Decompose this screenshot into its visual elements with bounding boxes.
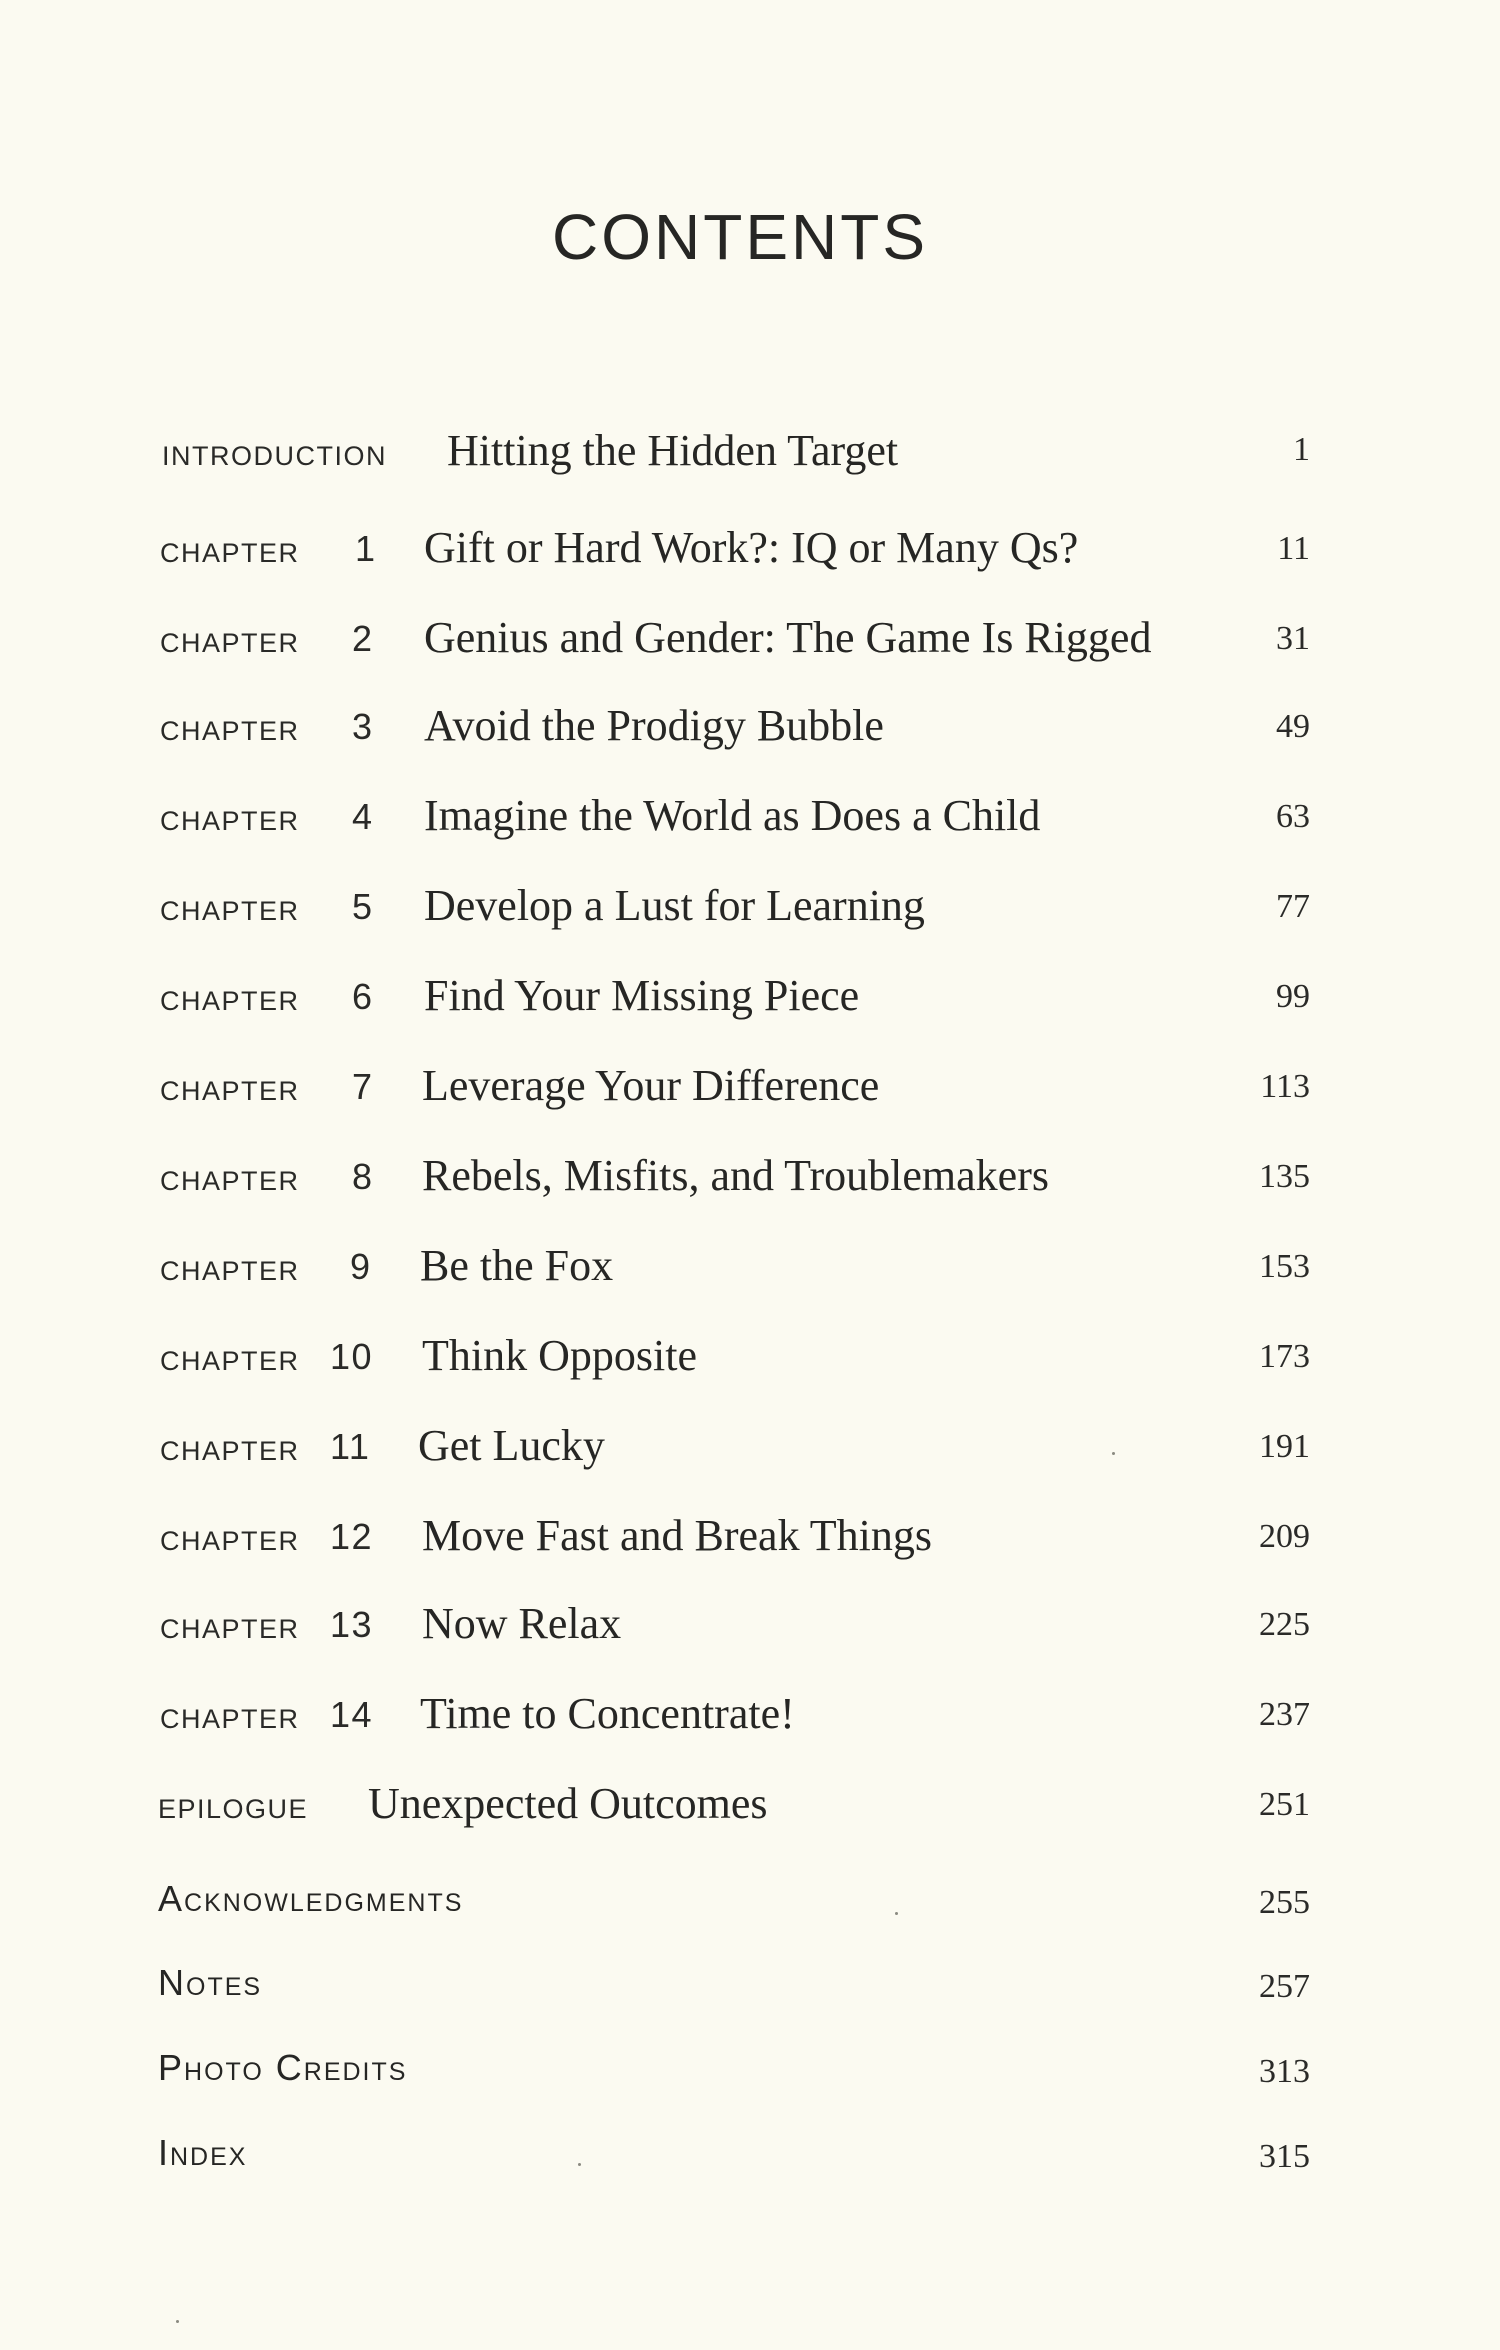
entry-title: Develop a Lust for Learning [424, 881, 925, 930]
chapter-label: CHAPTER [160, 628, 300, 658]
chapter-number: 8 [352, 1156, 374, 1197]
entry-title: Move Fast and Break Things [422, 1511, 933, 1560]
entry-title: Get Lucky [418, 1421, 605, 1470]
entry-label: EPILOGUE [158, 1794, 309, 1824]
chapter-label: CHAPTER [160, 1256, 300, 1286]
toc-entry-chapter[interactable] [0, 1060, 1500, 1140]
entry-page-number: 257 [1259, 1968, 1310, 2005]
entry-page-number: 225 [1259, 1606, 1310, 1643]
entry-page-number: 191 [1259, 1428, 1310, 1465]
chapter-label: CHAPTER [160, 716, 300, 746]
entry-page-number: 153 [1259, 1248, 1310, 1285]
chapter-number: 1 [355, 528, 377, 569]
toc-entry-acknowledgments[interactable] [0, 1878, 1500, 1958]
toc-entry-chapter[interactable] [0, 1510, 1500, 1590]
toc-entry-chapter[interactable] [0, 1420, 1500, 1500]
chapter-label: CHAPTER [160, 1704, 300, 1734]
entry-page-number: 251 [1259, 1786, 1310, 1823]
toc-entry-index[interactable] [0, 2132, 1500, 2212]
entry-page-number: 255 [1259, 1884, 1310, 1921]
entry-title: Genius and Gender: The Game Is Rigged [424, 613, 1152, 662]
entry-page-number: 173 [1259, 1338, 1310, 1375]
toc-entry-epilogue[interactable] [0, 1778, 1500, 1858]
entry-page-number: 77 [1276, 888, 1310, 925]
toc-entry-notes[interactable] [0, 1962, 1500, 2042]
toc-entry-chapter[interactable] [0, 1150, 1500, 1230]
entry-page-number: 313 [1259, 2053, 1310, 2090]
entry-page-number: 237 [1259, 1696, 1310, 1733]
chapter-number: 11 [330, 1426, 371, 1467]
entry-title: Unexpected Outcomes [368, 1779, 768, 1828]
entry-label: Acknowledgments [158, 1878, 464, 1919]
toc-entry-chapter[interactable] [0, 522, 1500, 602]
chapter-label: CHAPTER [160, 1614, 300, 1644]
entry-title: Find Your Missing Piece [424, 971, 860, 1020]
entry-label: Index [158, 2132, 248, 2173]
entry-title: Avoid the Prodigy Bubble [424, 701, 884, 750]
entry-page-number: 31 [1276, 620, 1310, 657]
entry-page-number: 135 [1259, 1158, 1310, 1195]
toc-entry-photo-credits[interactable] [0, 2047, 1500, 2127]
entry-page-number: 1 [1293, 431, 1310, 468]
entry-title: Time to Concentrate! [420, 1689, 795, 1738]
entry-label: INTRODUCTION [162, 441, 387, 471]
entry-title: Rebels, Misfits, and Troublemakers [422, 1151, 1049, 1200]
chapter-number: 14 [330, 1694, 374, 1735]
entry-page-number: 99 [1276, 978, 1310, 1015]
scan-speck [578, 2163, 581, 2166]
toc-entry-chapter[interactable] [0, 1688, 1500, 1768]
chapter-label: CHAPTER [160, 1076, 300, 1106]
toc-entry-introduction[interactable] [0, 425, 1500, 505]
entry-title: Now Relax [422, 1599, 622, 1648]
entry-title: Think Opposite [422, 1331, 697, 1380]
chapter-number: 10 [330, 1336, 374, 1377]
chapter-label: CHAPTER [160, 1346, 300, 1376]
entry-label: Photo Credits [158, 2047, 408, 2088]
chapter-number: 6 [352, 976, 374, 1017]
chapter-number: 7 [352, 1066, 374, 1107]
chapter-label: CHAPTER [160, 986, 300, 1016]
toc-entry-chapter[interactable] [0, 700, 1500, 780]
chapter-number: 12 [330, 1516, 374, 1557]
chapter-label: CHAPTER [160, 1166, 300, 1196]
scan-speck [895, 1912, 898, 1915]
chapter-label: CHAPTER [160, 1526, 300, 1556]
toc-entry-chapter[interactable] [0, 1240, 1500, 1320]
toc-entry-chapter[interactable] [0, 880, 1500, 960]
chapter-number: 3 [352, 706, 374, 747]
entry-title: Gift or Hard Work?: IQ or Many Qs? [424, 523, 1079, 572]
toc-entry-chapter[interactable] [0, 1598, 1500, 1678]
page-title: CONTENTS [552, 201, 928, 273]
entry-title: Leverage Your Difference [422, 1061, 880, 1110]
chapter-label: CHAPTER [160, 806, 300, 836]
entry-title: Hitting the Hidden Target [447, 426, 899, 475]
scan-speck [1112, 1452, 1115, 1455]
toc-entry-chapter[interactable] [0, 1330, 1500, 1410]
entry-page-number: 49 [1276, 708, 1310, 745]
entry-page-number: 63 [1276, 798, 1310, 835]
toc-entry-chapter[interactable] [0, 970, 1500, 1050]
chapter-number: 4 [352, 796, 374, 837]
entry-label: Notes [158, 1962, 263, 2003]
toc-entry-chapter[interactable] [0, 790, 1500, 870]
chapter-label: CHAPTER [160, 896, 300, 926]
entry-page-number: 315 [1259, 2138, 1310, 2175]
entry-page-number: 11 [1277, 530, 1310, 567]
entry-page-number: 209 [1259, 1518, 1310, 1555]
chapter-number: 2 [352, 618, 374, 659]
chapter-number: 13 [330, 1604, 374, 1645]
chapter-label: CHAPTER [160, 1436, 300, 1466]
entry-title: Imagine the World as Does a Child [424, 791, 1041, 840]
chapter-label: CHAPTER [160, 538, 300, 568]
chapter-number: 9 [350, 1246, 372, 1287]
scan-speck [176, 2320, 179, 2323]
toc-entry-chapter[interactable] [0, 612, 1500, 692]
chapter-number: 5 [352, 886, 374, 927]
entry-page-number: 113 [1260, 1068, 1310, 1105]
entry-title: Be the Fox [420, 1241, 614, 1290]
